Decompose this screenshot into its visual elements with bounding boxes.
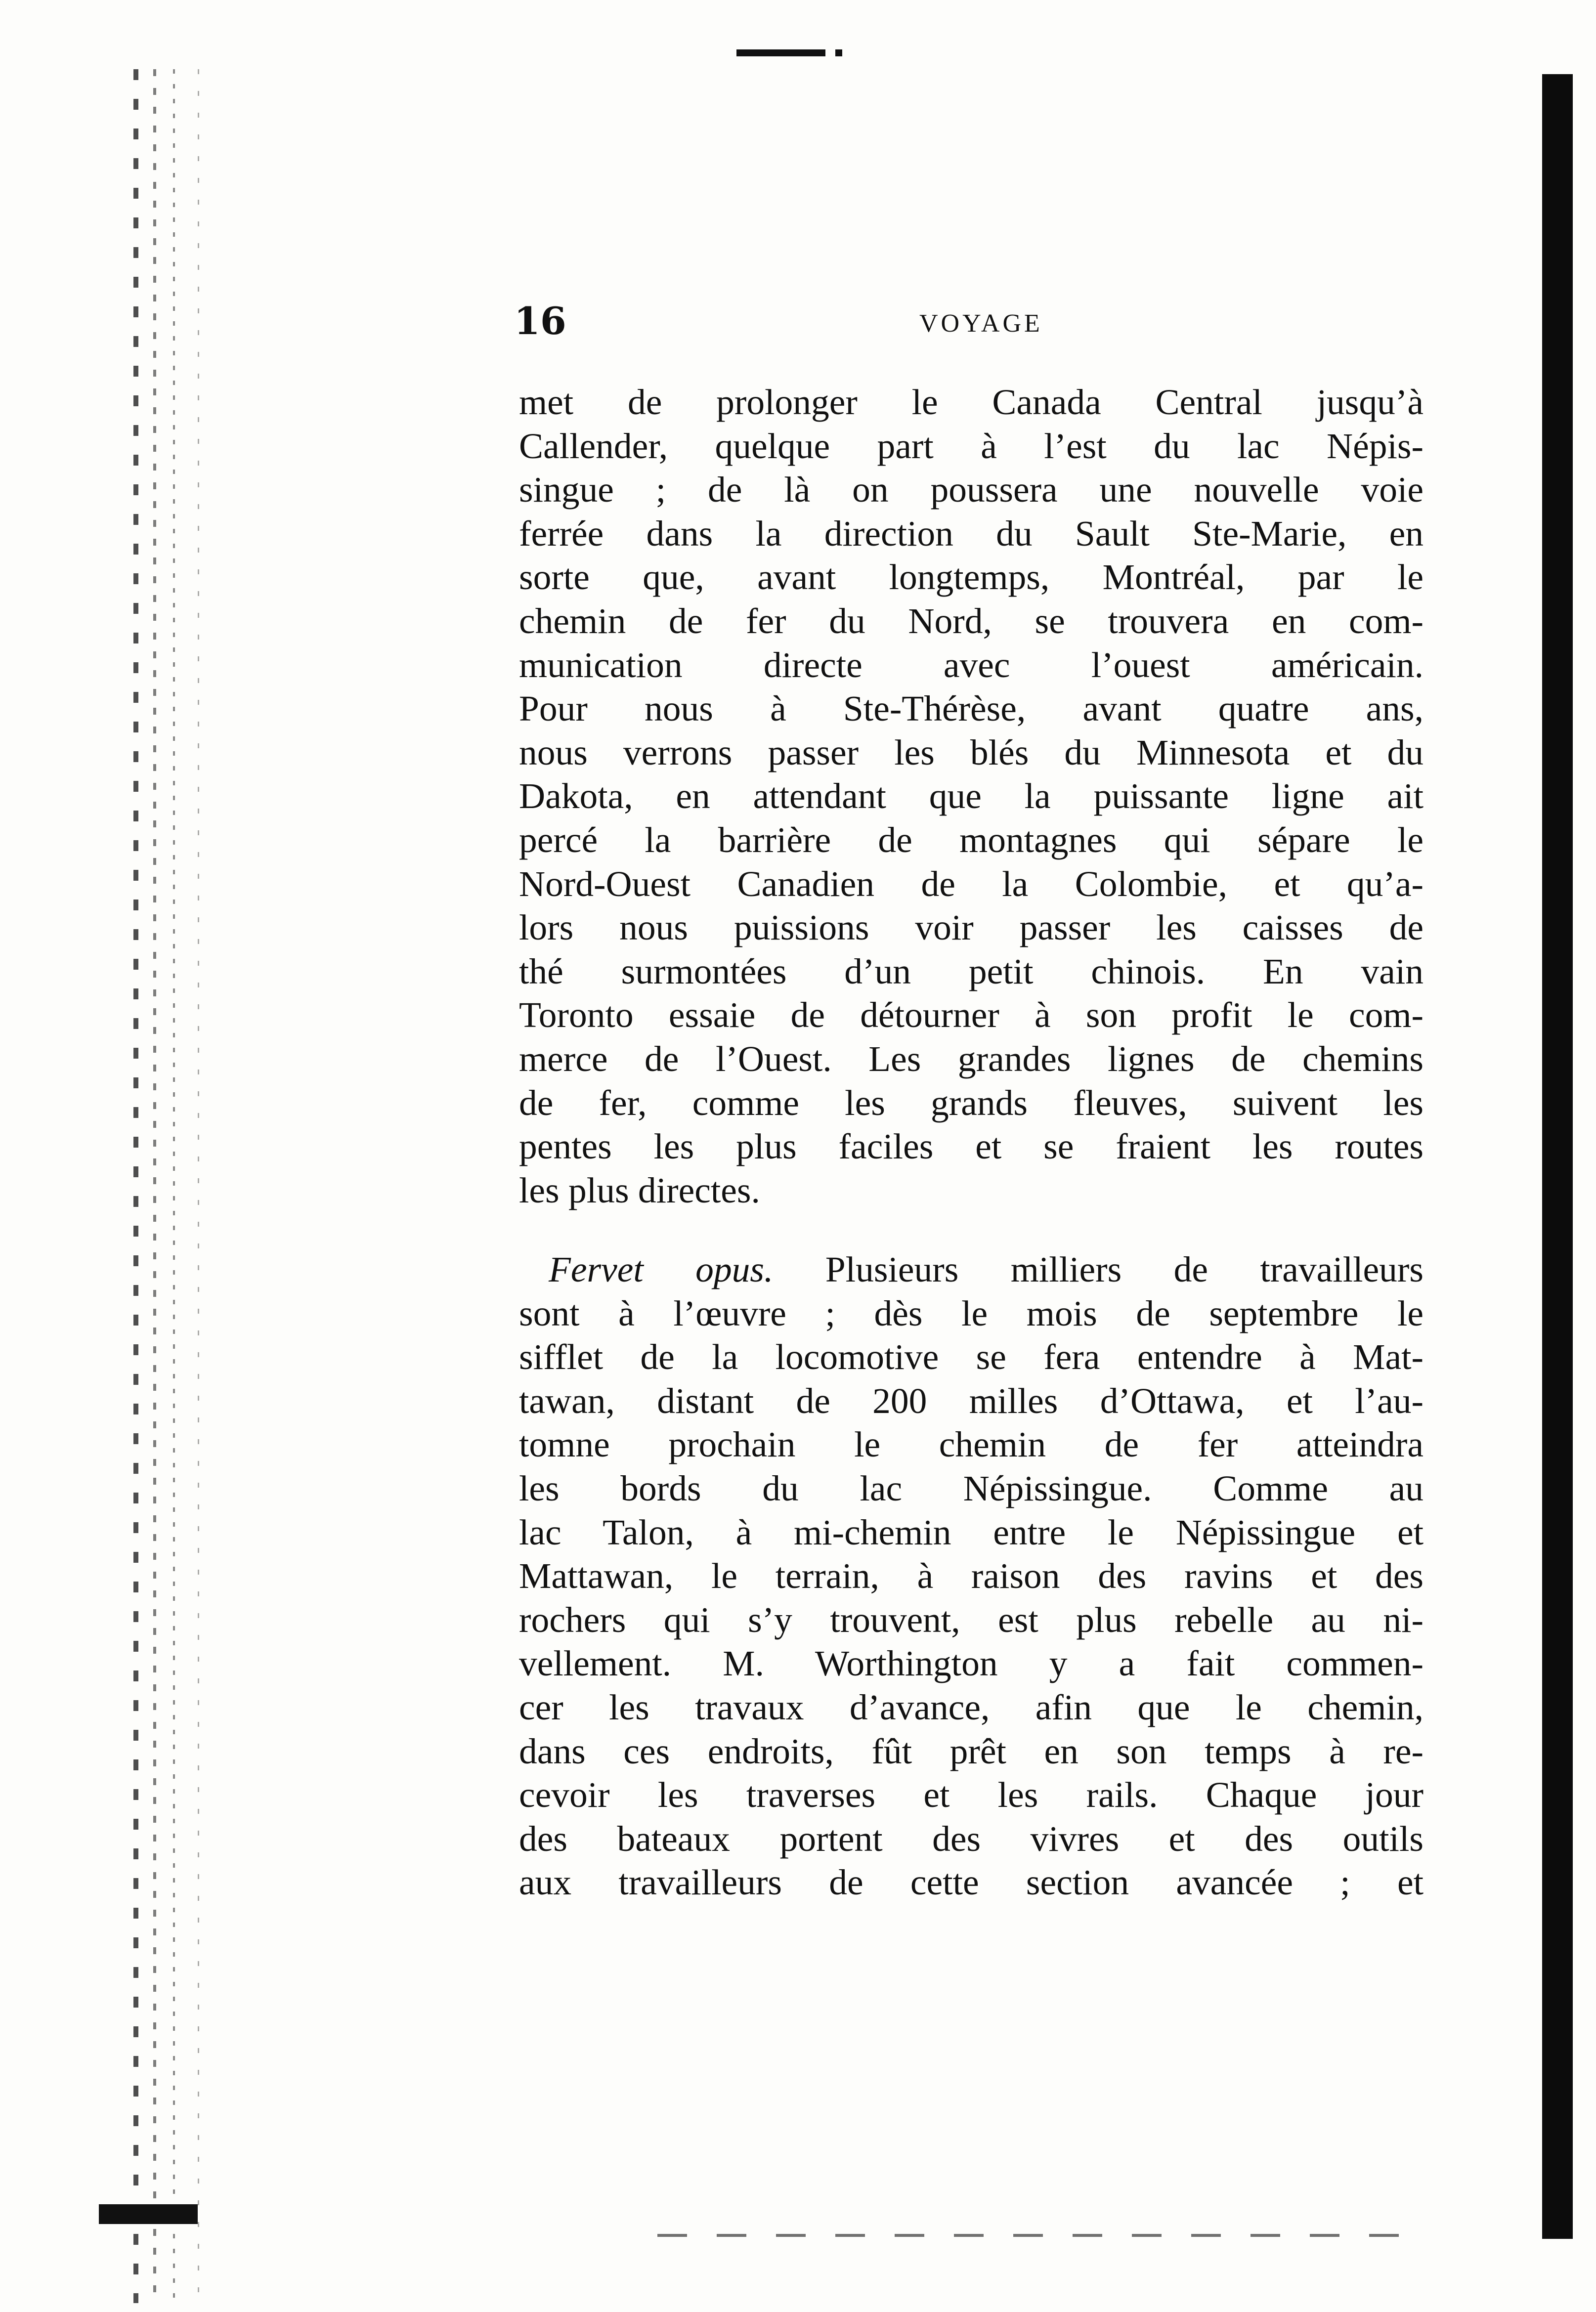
text-line: cevoir les traverses et les rails. Chaque jour (519, 1775, 1423, 1815)
text-line: des bateaux portent des vivres et des outils (519, 1818, 1423, 1859)
text-line: lac Talon, à mi-chemin entre le Népissingue et (519, 1512, 1423, 1552)
text-line: vellement. M. Worthington y a fait commen- (519, 1643, 1423, 1684)
scan-gutter-left (133, 69, 227, 2303)
text-line: nous verrons passer les blés du Minnesota et du (519, 732, 1423, 772)
scan-gutter-left-bottom (99, 2204, 198, 2224)
text-line: merce de l’Ouest. Les grandes lignes de chemins (519, 1038, 1423, 1079)
scan-artifact-top (736, 49, 825, 56)
text-line: thé surmontées d’un petit chinois. En vain (519, 951, 1423, 991)
paragraph-1 (519, 381, 1423, 1212)
running-head: VOYAGE (919, 309, 1043, 338)
first-line-text: Plusieurs milliers de travailleurs (773, 1249, 1423, 1289)
text-line: Callender, quelque part à l’est du lac Népis- (519, 426, 1423, 466)
paragraph-2 (519, 1248, 1423, 1905)
text-line-first (519, 1248, 1423, 1292)
scan-artifact-top-dot (835, 49, 842, 56)
page-number: 16 (514, 299, 566, 343)
text-line: sifflet de la locomotive se fera entendre à Mat- (519, 1337, 1423, 1377)
text-line: pentes les plus faciles et se fraient les routes (519, 1126, 1423, 1167)
text-line: cer les travaux d’avance, afin que le chemin, (519, 1687, 1423, 1727)
text-line: dans ces endroits, fût prêt en son temps à re- (519, 1731, 1423, 1771)
text-line: de fer, comme les grands fleuves, suivent les (519, 1082, 1423, 1123)
text-line: singue ; de là on poussera une nouvelle voie (519, 470, 1423, 510)
text-line: tawan, distant de 200 milles d’Ottawa, et l’au- (519, 1380, 1423, 1421)
text-line: ferrée dans la direction du Sault Ste-Marie, en (519, 513, 1423, 554)
page-header (514, 299, 1433, 343)
text-line: sorte que, avant longtemps, Montréal, par le (519, 557, 1423, 598)
text-line: Mattawan, le terrain, à raison des ravins et des (519, 1556, 1423, 1596)
italic-lead: Fervet opus. (549, 1249, 774, 1289)
text-line: lors nous puissions voir passer les caisses de (519, 907, 1423, 948)
text-line: les bords du lac Népissingue. Comme au (519, 1468, 1423, 1508)
text-line: chemin de fer du Nord, se trouvera en com- (519, 600, 1423, 641)
text-line: Dakota, en attendant que la puissante ligne ait (519, 776, 1423, 816)
text-line: aux travailleurs de cette section avancée ; et (519, 1862, 1423, 1903)
text-line: Nord-Ouest Canadien de la Colombie, et qu’a- (519, 863, 1423, 904)
text-line: Pour nous à Ste-Thérèse, avant quatre ans, (519, 688, 1423, 729)
scan-artifact-bottom (657, 2234, 1399, 2237)
text-line: les plus directes. (519, 1170, 760, 1210)
text-line: tomne prochain le chemin de fer atteindra (519, 1424, 1423, 1465)
text-line: munication directe avec l’ouest américain. (519, 644, 1423, 685)
text-line: Toronto essaie de détourner à son profit le com- (519, 995, 1423, 1035)
text-line: sont à l’œuvre ; dès le mois de septembre le (519, 1293, 1423, 1333)
text-line: percé la barrière de montagnes qui sépare le (519, 819, 1423, 860)
text-line: met de prolonger le Canada Central jusqu’à (519, 382, 1423, 422)
scan-edge-right (1542, 74, 1573, 2239)
text-line: rochers qui s’y trouvent, est plus rebelle au ni- (519, 1599, 1423, 1640)
